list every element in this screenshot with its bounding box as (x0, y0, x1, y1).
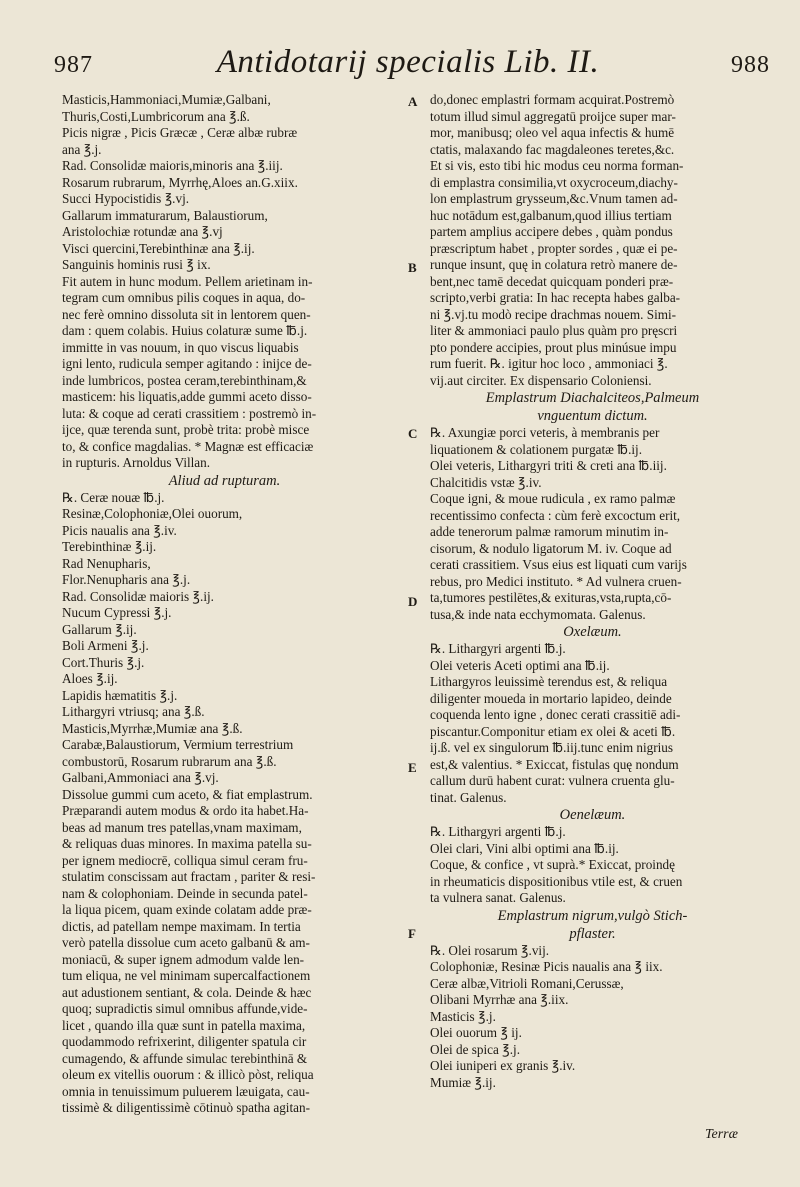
section-heading: Emplastrum nigrum,vulgò Stich- (497, 907, 688, 924)
text-line: Aloes ℥.ij. (62, 671, 118, 686)
text-line: scripto,verbi gratia: In hac recepta habes galba- (430, 290, 681, 305)
text-line: Carabæ,Balaustiorum, Vermium terrestrium (62, 737, 294, 752)
text-line: Fit autem in hunc modum. Pellem arietinam in- (62, 273, 313, 289)
text-line: do,donec emplastri formam acquirat.Postremò (430, 92, 675, 107)
text-line: nec ferè omnino dissoluta sit in lentorem quen- (62, 306, 311, 322)
text-line: ℞. Lithargyri argenti ℔.j. (430, 824, 566, 839)
text-line: rebus, pro Medici instituto. * Ad vulnera cruen- (430, 573, 682, 589)
section-heading: Emplastrum Diachalciteos,Palmeum (485, 390, 700, 406)
text-line: huc notādum est,galbanum,quod illius tertiam (430, 207, 672, 223)
catchword: Terræ (705, 1127, 738, 1142)
margin-letter-a: A (408, 94, 418, 109)
text-line: ℞. Lithargyri argenti ℔.j. (430, 641, 566, 656)
text-line: partem amplius accipere debes , quàm pondus (430, 224, 673, 239)
text-line: Picis nigræ , Picis Græcæ , Ceræ albæ rubræ (62, 125, 298, 140)
text-line: Et si vis, esto tibi hic modus ceu norma forman- (430, 158, 684, 173)
text-line: Præparandi autem modus & ordo ita habet.Ha- (62, 803, 309, 818)
text-line: quodammodo refrixerint, diligenter spatula cir (62, 1034, 307, 1049)
text-line: Coque igni, & moue rudicula , ex ramo palmæ (430, 491, 676, 506)
text-line: ijce, quæ terenda sunt, probè trita: probè misce (62, 422, 310, 437)
text-line: Olei de spica ℥.j. (430, 1041, 521, 1057)
text-line: immitte in vas nouum, in quo viscus liquabis (62, 339, 299, 355)
text-line: igni lento, rudicula semper agitando : inijce de- (62, 356, 312, 371)
text-line: Cort.Thuris ℥.j. (62, 654, 145, 670)
text-line: & reliquas duas minores. In maxima patella su- (62, 836, 312, 851)
text-line: cisorum, & nodulo ligatorum M. iv. Coque ad (430, 540, 672, 556)
margin-letter-e: E (408, 760, 417, 775)
page-number-left: 987 (54, 52, 93, 78)
text-line: Masticis,Hammoniaci,Mumiæ,Galbani, (62, 92, 271, 107)
margin-letter-d: D (408, 594, 418, 609)
text-line: Rosarum rubrarum, Myrrhę,Aloes an.G.xiix. (62, 174, 298, 190)
text-line: pto pondere accipies, prout plus minúsue impu (430, 339, 677, 355)
text-line: omnia in tenuissimum puluerem læuigata, cau- (62, 1083, 310, 1099)
margin-letter-b: B (408, 260, 417, 275)
text-line: Rad. Consolidæ maioris,minoris ana ℥.iij. (62, 158, 283, 173)
margin-letter-f: F (408, 926, 416, 941)
text-line: Olei clari, Vini albi optimi ana ℔.ij. (430, 840, 619, 856)
text-line: quoq; supradictis simul omnibus affunde,vide- (62, 1001, 308, 1016)
text-line: Aristolochiæ rotundæ ana ℥.vj (62, 224, 223, 239)
text-line: piscantur.Componitur etiam ex olei & aceti ℔. (430, 723, 676, 739)
text-line: Rad. Consolidæ maioris ℥.ij. (62, 588, 214, 604)
section-heading: Oenelæum. (559, 807, 626, 823)
text-line: Rad Nenupharis, (62, 555, 151, 571)
text-line: Galbani,Ammoniaci ana ℥.vj. (62, 770, 219, 785)
text-line: coquenda lento igne , donec cerati crassitiē adi- (430, 707, 681, 722)
text-line: cerati crassitiem. Vsus eius est liquati cum varijs (430, 557, 687, 572)
text-line: Lithargyri vtriusq; ana ℥.ß. (62, 704, 205, 719)
text-line: ta,tumores pestilētes,& exituras,vsta,rupta,cō- (430, 590, 672, 605)
text-line: combustorū, Rosarum rubrarum ana ℥.ß. (62, 753, 277, 769)
text-line: cumagendo, & affunde simulac terebinthinā & (62, 1050, 308, 1066)
text-line: Picis naualis ana ℥.iv. (62, 522, 177, 538)
running-header (46, 40, 770, 88)
text-line: ni ℥.vj.tu modò recipe drachmas nouem. Simi- (430, 306, 677, 322)
text-line: Gallarum ℥.ij. (62, 621, 137, 637)
text-line: totum illud simul aggregatū proijce super mar- (430, 108, 676, 124)
text-line: Olei ouorum ℥ ij. (430, 1025, 522, 1040)
text-line: Sanguinis hominis rusi ℥ ix. (62, 257, 211, 272)
text-line: ℞. Ceræ nouæ ℔.j. (62, 489, 165, 505)
text-line: ana ℥.j. (62, 141, 102, 157)
text-line: Olei veteris, Lithargyri triti & creti ana ℔.iij. (430, 458, 667, 473)
text-line: per ignem mediocrē, colliqua simul ceram fru- (62, 852, 308, 868)
text-line: to, & confice magdalias. * Magnæ est efficaciæ (62, 438, 314, 454)
text-line: in rupturis. Arnoldus Villan. (62, 455, 211, 470)
text-line: tegram cum omnibus pilis coques in aqua, do- (62, 290, 306, 305)
text-line: Ceræ albæ,Vitrioli Romani,Cerussæ, (430, 975, 624, 991)
text-line: tissimè & diligentissimè cōtinuò spatha agitan- (62, 1100, 310, 1115)
text-line: inde lumbricos, postea ceram,terebinthinam,& (62, 372, 307, 388)
text-line: tum eliqua, ne vel minimam supercalfactionem (62, 968, 311, 983)
text-line: in rheumaticis dispositionibus vtile est, & cruen (430, 873, 683, 889)
text-line: dam : quem colabis. Huius colaturæ sume ℔.j. (62, 323, 308, 338)
text-line: recentissimo confecta : cùm ferè excoctum erit, (430, 507, 681, 523)
section-heading: pflaster. (569, 925, 616, 942)
text-line: dictis, ad patellam nempe maximam. In tertia (62, 918, 301, 934)
text-line: Succi Hypocistidis ℥.vj. (62, 191, 190, 206)
text-line: Terebinthinæ ℥.ij. (62, 539, 157, 554)
running-title: Antidotarij specialis Lib. II. (216, 44, 600, 80)
left-column (62, 92, 387, 1172)
text-line: diligenter moueda in mortario lapideo, deinde (430, 690, 672, 706)
text-line: ℞. Olei rosarum ℥.vij. (430, 942, 550, 958)
text-line: licet , quando illa quæ sunt in patella maxima, (62, 1017, 306, 1033)
text-line: ctatis, malaxando fac magdaleones teretes,&c. (430, 141, 675, 157)
text-line: moniacū, & super ignem admodum valde len- (62, 951, 305, 967)
text-line: Olei iuniperi ex granis ℥.iv. (430, 1058, 576, 1073)
right-column (430, 92, 755, 1172)
text-line: runque insunt, quę in colatura retrò manere de- (430, 257, 678, 272)
margin-letter-c: C (408, 426, 418, 441)
text-line: Flor.Nenupharis ana ℥.j. (62, 572, 191, 587)
text-line: Colophoniæ, Resinæ Picis naualis ana ℥ iix. (430, 959, 663, 974)
text-line: lon emplastrum grysseum,&c.Vnum tamen ad- (430, 191, 678, 206)
text-line: beas ad manum tres patellas,vnam maximam, (62, 819, 302, 835)
text-line: Masticis ℥.j. (430, 1008, 496, 1024)
page-number-right: 988 (731, 52, 770, 78)
section-heading: Aliud ad rupturam. (168, 472, 281, 489)
text-line: Olei veteris Aceti optimi ana ℔.ij. (430, 657, 610, 673)
text-line: ij.ß. vel ex singulorum ℔.iij.tunc enim nigrius (430, 740, 674, 755)
text-line: luta: & coque ad cerati crassitiem : postremò in- (62, 405, 317, 421)
text-line: Mumiæ ℥.ij. (430, 1074, 496, 1090)
text-line: Gallarum immaturarum, Balaustiorum, (62, 207, 268, 223)
text-line: callum durū habent curat: vulnera cruenta glu- (430, 773, 675, 788)
text-line: Dissolue gummi cum aceto, & fiat emplastrum. (62, 786, 313, 802)
text-line: ta vulnera sanat. Galenus. (430, 890, 566, 905)
text-line: vij.aut circiter. Ex dispensario Coloniensi. (430, 372, 652, 388)
text-line: la liqua picem, quam exinde colatam adde præ- (62, 902, 312, 917)
text-line: Thuris,Costi,Lumbricorum ana ℥.ß. (62, 108, 250, 124)
text-line: Olibani Myrrhæ ana ℥.iix. (430, 992, 569, 1007)
section-heading: Oxelæum. (563, 624, 622, 640)
text-line: verò patella dissolue cum aceto galbanū & am- (62, 935, 310, 950)
text-line: di emplastra consimilia,vt oxycroceum,diachy- (430, 174, 678, 190)
text-line: stulatim conscissam aut fractam , pariter & resi- (62, 869, 316, 884)
text-line: ℞. Axungiæ porci veteris, à membranis per (430, 425, 660, 440)
text-line: masticem: his liquatis,adde gummi aceto disso- (62, 389, 312, 404)
text-line: Coque, & confice , vt suprà.* Exiccat, proindę (430, 857, 675, 872)
text-line: Boli Armeni ℥.j. (62, 638, 149, 653)
text-line: Lapidis hæmatitis ℥.j. (62, 687, 178, 703)
text-line: bent,nec tamē decedat quicquam ponderi præ- (430, 273, 674, 289)
text-line: Lithargyros leuissimè terendus est, & reliqua (430, 674, 668, 689)
text-line: Nucum Cypressi ℥.j. (62, 605, 172, 620)
text-line: Resinæ,Colophoniæ,Olei ouorum, (62, 506, 243, 521)
text-line: liter & ammoniaci paulo plus quàm pro pręscri (430, 323, 678, 338)
text-line: Chalcitidis vstæ ℥.iv. (430, 474, 542, 490)
text-line: oleum ex vitellis ouorum : & illicò pòst, reliqua (62, 1067, 314, 1082)
text-line: aut adustionem sentiant, & cola. Deinde & hæc (62, 984, 312, 1000)
text-line: mor, manibusq; oleo vel aqua infectis & humē (430, 125, 675, 140)
text-line: præscriptum habet , propter sordes , quæ ei pe- (430, 240, 678, 256)
text-line: tusa,& inde nata ecchymomata. Galenus. (430, 606, 646, 622)
text-line: liquationem & colationem purgatæ ℔.ij. (430, 441, 642, 457)
text-line: tinat. Galenus. (430, 789, 507, 805)
section-heading: vnguentum dictum. (537, 408, 648, 424)
text-line: Visci quercini,Terebinthinæ ana ℥.ij. (62, 240, 255, 256)
text-line: nam & colophoniam. Deinde in secunda patel- (62, 885, 308, 901)
text-line: est,& valentius. * Exiccat, fistulas quę nondum (430, 756, 679, 772)
text-line: rum fuerit. ℞. igitur hoc loco , ammoniaci ℥. (430, 356, 668, 371)
text-line: adde tenerorum palmæ ramorum minutim in- (430, 524, 669, 539)
text-line: Masticis,Myrrhæ,Mumiæ ana ℥.ß. (62, 720, 243, 736)
